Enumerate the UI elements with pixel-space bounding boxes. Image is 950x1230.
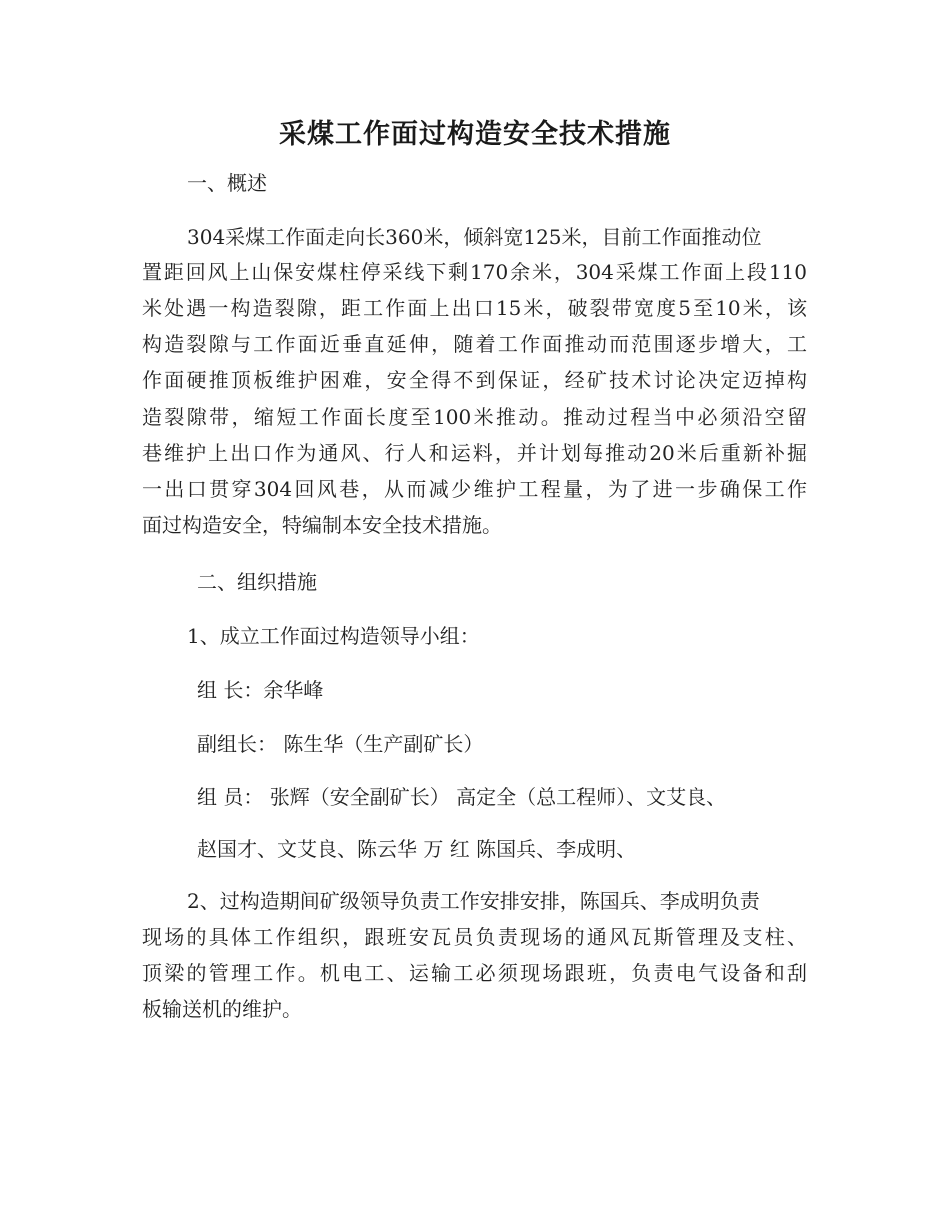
paragraph-line: 面过构造安全，特编制本安全技术措施。 [142, 513, 502, 537]
paragraph-line: 作面硬推顶板维护困难，安全得不到保证，经矿技术讨论决定迈掉构 [142, 368, 807, 392]
paragraph-line: 造裂隙带，缩短工作面长度至100米推动。推动过程当中必须沿空留 [142, 405, 807, 429]
members-line: 组 员： 张辉（安全副矿长） 高定全（总工程师）、文艾良、 [197, 785, 727, 809]
paragraph-line: 巷维护上出口作为通风、行人和运料，并计划每推动20米后重新补掘 [142, 441, 807, 465]
paragraph-line: 置距回风上山保安煤柱停采线下剩170余米，304采煤工作面上段110 [142, 260, 807, 284]
item-heading-leadership-group: 1、成立工作面过构造领导小组： [187, 624, 480, 648]
paragraph-line: 一出口贯穿304回风巷，从而减少维护工程量，为了进一步确保工作 [142, 477, 807, 501]
paragraph-line: 构造裂隙与工作面近垂直延伸，随着工作面推动而范围逐步增大，工 [142, 332, 807, 356]
section-heading-overview: 一、概述 [187, 171, 267, 195]
paragraph-line: 304采煤工作面走向长360米，倾斜宽125米，目前工作面推动位 [187, 225, 762, 249]
section-heading-organization: 二、组织措施 [197, 570, 317, 594]
group-leader-line: 组 长：余华峰 [197, 678, 324, 702]
paragraph-line: 现场的具体工作组织，跟班安瓦员负责现场的通风瓦斯管理及支柱、 [142, 925, 807, 949]
paragraph-line: 板输送机的维护。 [142, 997, 302, 1021]
document-title: 采煤工作面过构造安全技术措施 [279, 119, 671, 150]
paragraph-line: 米处遇一构造裂隙，距工作面上出口15米，破裂带宽度5至10米，该 [142, 296, 807, 320]
paragraph-line: 2、过构造期间矿级领导负责工作安排安排，陈国兵、李成明负责 [187, 889, 760, 913]
members-line-continued: 赵国才、文艾良、陈云华 万 红 陈国兵、李成明、 [197, 837, 637, 861]
deputy-leader-line: 副组长： 陈生华（生产副矿长） [197, 732, 484, 756]
paragraph-line: 顶梁的管理工作。机电工、运输工必须现场跟班，负责电气设备和刮 [142, 961, 807, 985]
